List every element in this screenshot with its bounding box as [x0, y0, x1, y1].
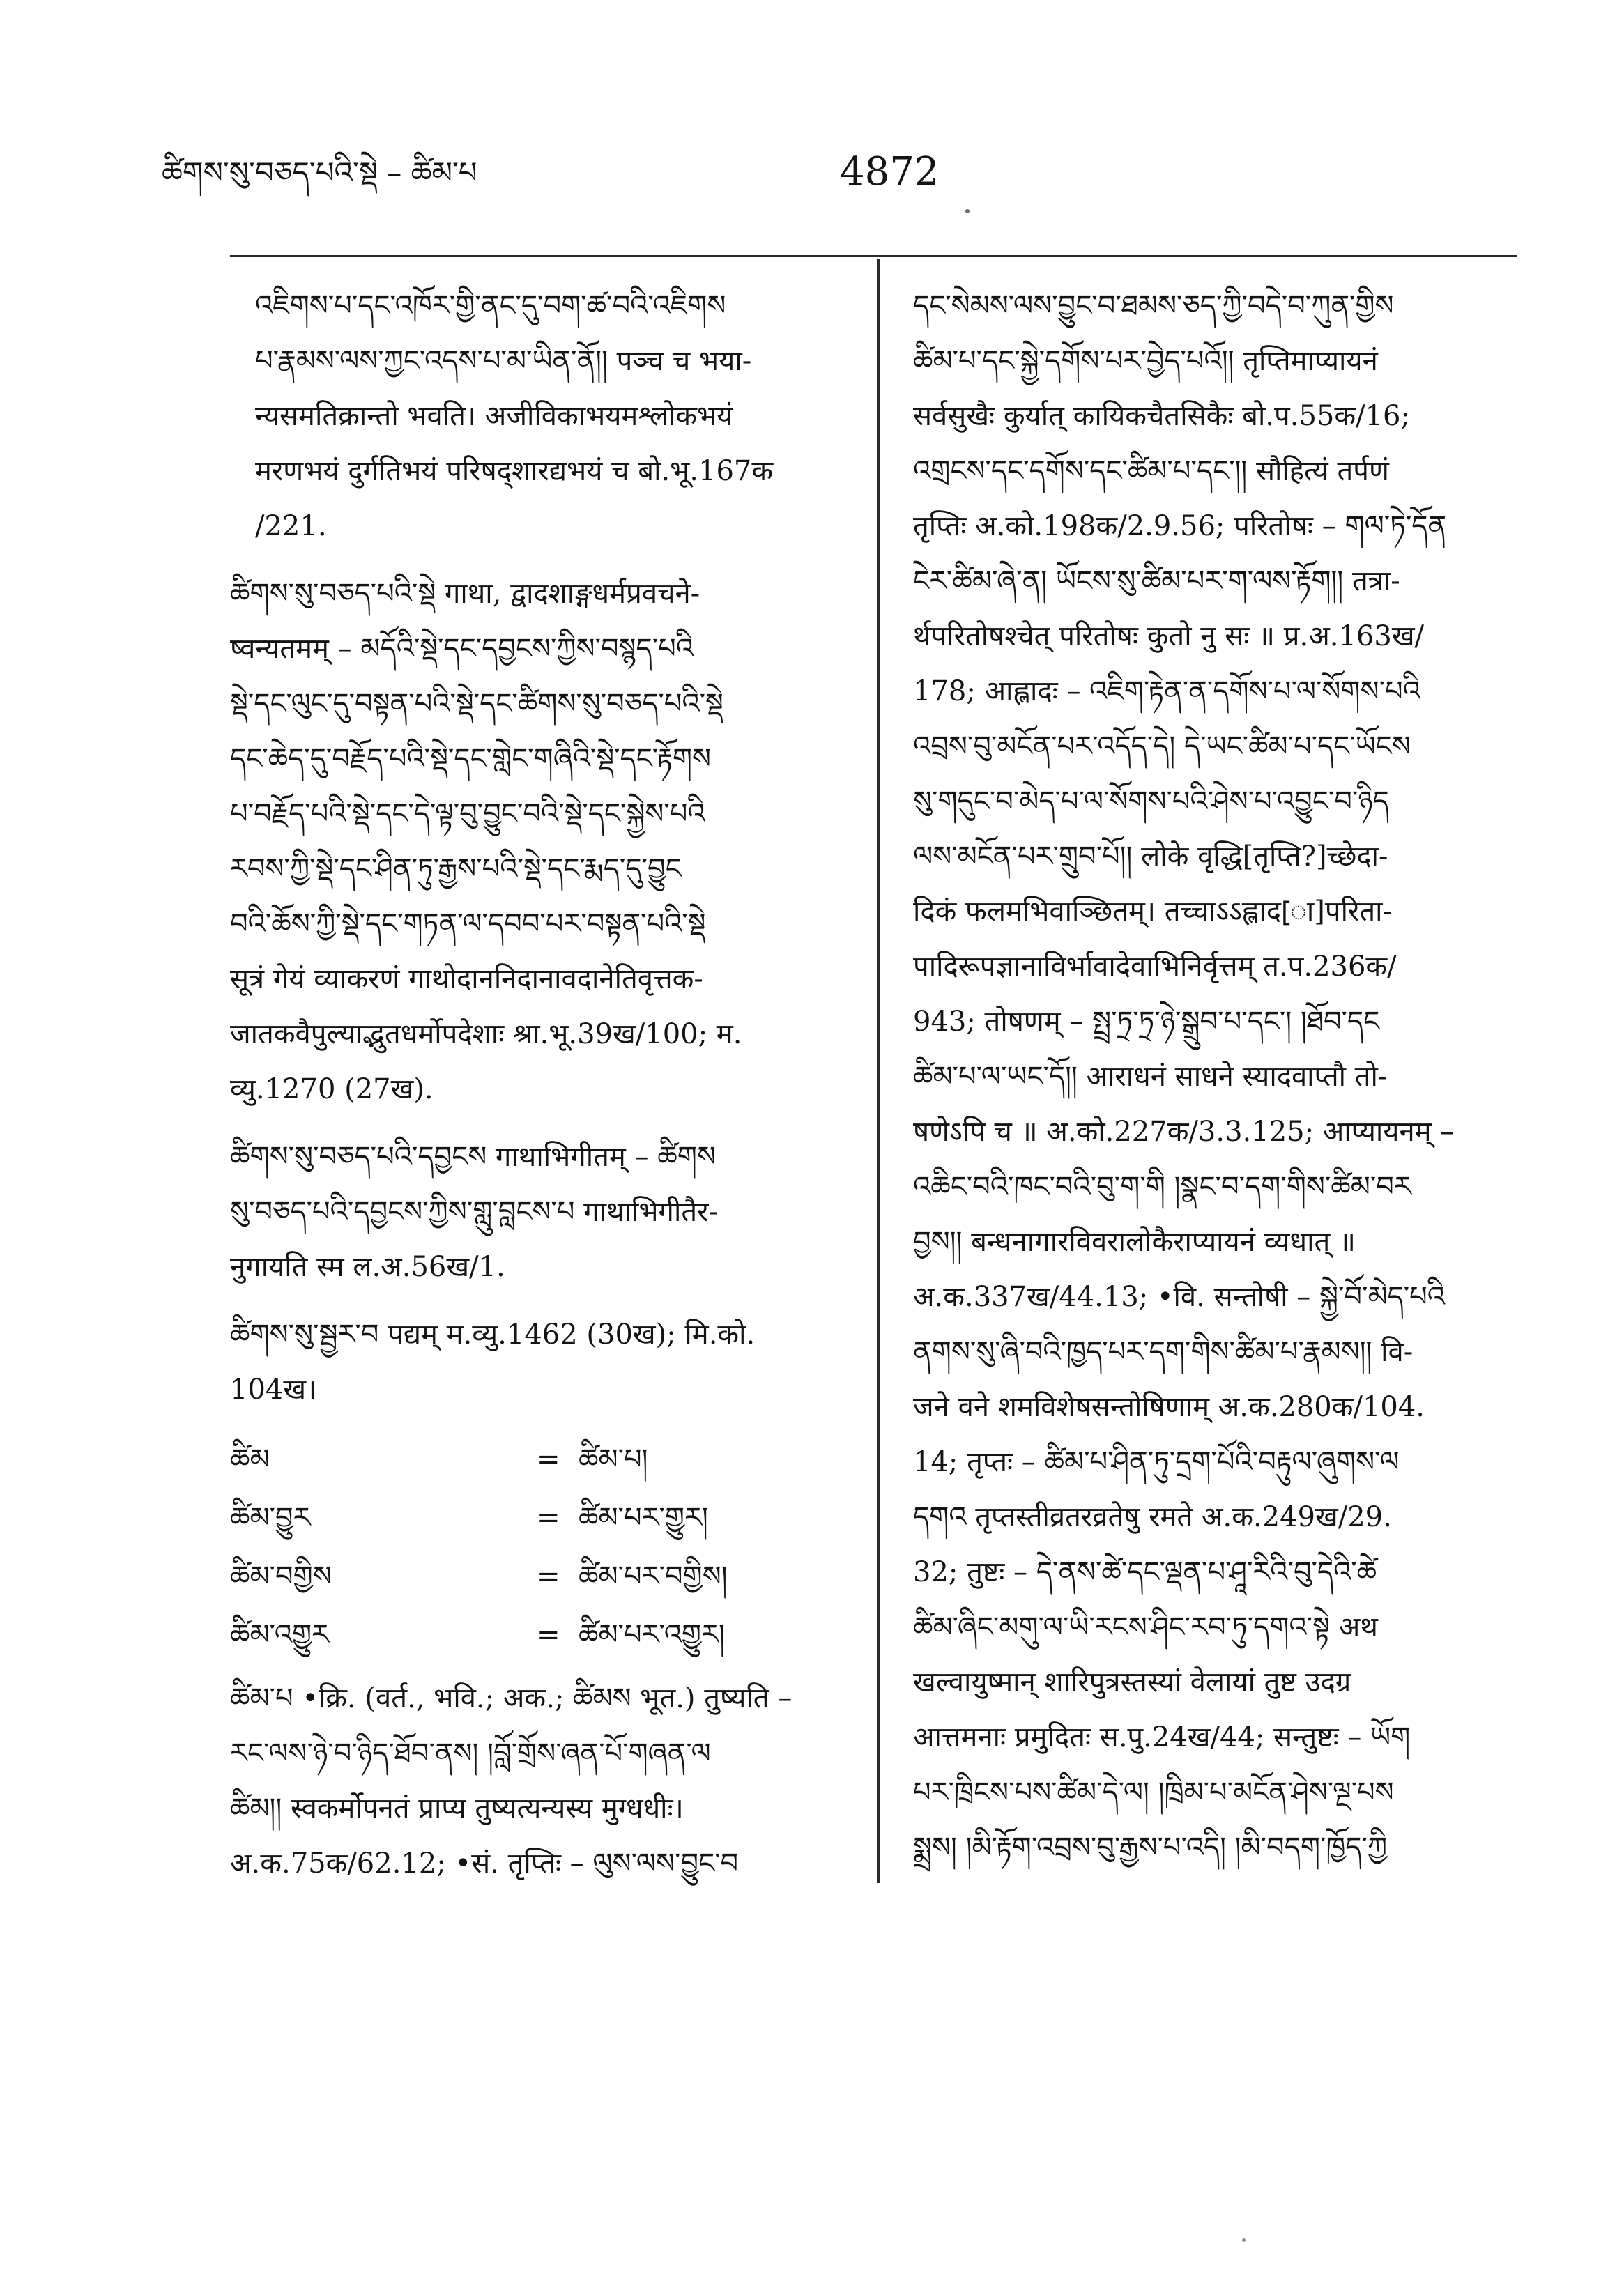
entry-line: मरणभयं दुर्गतिभयं परिषद्शारद्यभयं च बो.भू.167क: [255, 455, 774, 487]
entry-tshim-pa: [230, 1671, 857, 1891]
entry-headword-line: ཚིམ་པ •क्रि. (वर्त., भवि.; अक.; ཚིམས भूत.) तुष्यति –: [230, 1682, 792, 1714]
xref-term: ཚིམ་བགྱིས: [230, 1560, 332, 1592]
entry-line: र्थपरितोषश्चेत् परितोषः कुतो नु सः ॥ प्र.अ.163ख/: [913, 620, 1425, 652]
entry-headword-line: ཚིགས་སུ་སྦྱར་བ पद्यम् म.व्यु.1462 (30ख); मि.को.: [230, 1319, 756, 1351]
entry-continuation: [913, 279, 1526, 1875]
entry-line: 32; तुष्टः – དེ་ནས་ཚེ་དང་ལྡན་པ་ཤཱ་རིའི་བུ་དེའི་ཚེ: [913, 1556, 1377, 1588]
cross-reference-list: [230, 1430, 857, 1664]
entry-line: རང་ལས་ཉེ་བ་ཉིད་ཐོབ་ནས། །བློ་གྲོས་ཞན་པོ་གཞན་ལ: [230, 1737, 711, 1769]
entry-padyam: [230, 1307, 857, 1418]
entry-line: अ.क.337ख/44.13; •वि. सन्तोषी – སྐྱེ་བོ་མེད་པའི: [913, 1281, 1445, 1313]
entry-line: आत्तमनाः प्रमुदितः स.पु.24ख/44; सन्तुष्टः – ཡོག: [913, 1721, 1411, 1753]
entry-continuation: [230, 279, 857, 554]
entry-line: न्यसमतिक्रान्तो भवति। अजीविकाभयमश्लोकभयं: [255, 400, 733, 432]
entry-line: ལས་མངོན་པར་གྲུབ་པོ།། लोके वृद्धि[तृप्ति?]च्छेदा-: [913, 840, 1388, 873]
entry-line: སུ་བཅད་པའི་དབྱངས་ཀྱིས་གླུ་བླངས་པ गाथाभिगीतैर-: [230, 1196, 718, 1228]
xref-target: ཚིམ་པར་གྱུར།: [579, 1502, 708, 1534]
entry-line: जने वने शमविशेषसन्तोषिणाम् अ.क.280क/104.: [913, 1391, 1425, 1423]
entry-line: 104ख।: [230, 1374, 317, 1406]
entry-line: 14; तृप्तः – ཚིམ་པ་ཤིན་ཏུ་དྲག་པོའི་བརྟུལ་ཞུགས་ལ: [913, 1446, 1400, 1478]
xref-term: ཚིམ་འགྱུར: [230, 1619, 330, 1651]
entry-line: अ.क.75क/62.12; •सं. तृप्तिः – ལུས་ལས་བྱུང་བ: [230, 1848, 739, 1880]
xref-equals: =: [537, 1502, 560, 1534]
entry-line: सूत्रं गेयं व्याकरणं गाथोदाननिदानावदानेतिवृत्तक-: [230, 963, 703, 995]
xref-term: ཚིམ་བྱུར: [230, 1502, 311, 1534]
xref-target: ཚིམ་པར་འགྱུར།: [579, 1619, 725, 1651]
entry-line: འབྲས་བུ་མངོན་པར་འདོད་དེ། དེ་ཡང་ཚིམ་པ་དང་ཡོངས: [913, 730, 1411, 762]
entry-line: जातकवैपुल्याद्भुतधर्मोपदेशाः श्रा.भू.39ख/100; म.: [230, 1018, 742, 1050]
entry-line: བྱས།། बन्धनागारविवरालोकैराप्यायनं व्यधात् ॥: [913, 1226, 1356, 1258]
entry-line: ངེར་ཚིམ་ཞེ་ན། ཡོངས་སུ་ཚིམ་པར་ག་ལས་རྟོག།། तत्रा-: [913, 565, 1400, 597]
column-divider: [877, 259, 880, 1883]
right-column: [913, 279, 1526, 1888]
entry-line: སུ་གདུང་བ་མེད་པ་ལ་སོགས་པའི་ཤེས་པ་འབྱུང་བ་ཉིད: [913, 785, 1389, 817]
entry-line: ཚིམ་པ་དང་སྐྱེ་དགོས་པར་བྱེད་པའོ།། तृप्तिमाप्यायनं: [913, 345, 1378, 377]
entry-line: སྡེ་དང་ལུང་དུ་བསྟན་པའི་སྡེ་དང་ཚིགས་སུ་བཅད་པའི་སྡེ: [230, 688, 723, 720]
entry-line: नुगायति स्म ल.अ.56ख/1.: [230, 1251, 505, 1283]
entry-line: དང་ཆེད་དུ་བརྗོད་པའི་སྡེ་དང་གླེང་གཞིའི་སྡེ་དང་རྟོགས: [230, 743, 712, 775]
header-rule: [230, 255, 1517, 257]
entry-headword-line: ཚིགས་སུ་བཅད་པའི་སྡེ गाथा, द्वादशाङ्गधर्मप्रवचने-: [230, 578, 700, 610]
entry-headword-line: ཚིགས་སུ་བཅད་པའི་དབྱངས गाथाभिगीतम् – ཚིགས: [230, 1141, 716, 1173]
entry-gatha: [230, 567, 857, 1117]
entry-line: པ་བརྗོད་པའི་སྡེ་དང་དེ་ལྟ་བུ་བྱུང་བའི་སྡེ་དང་སྐྱེས་པའི: [230, 798, 705, 830]
entry-line: दिकं फलमभिवाञ्छितम्। तच्चाऽऽह्लाद[ा]परिता-: [913, 896, 1392, 928]
entry-line: རབས་ཀྱི་སྡེ་དང་ཤིན་ཏུ་རྒྱས་པའི་སྡེ་དང་རྨད་དུ་བྱུང: [230, 853, 682, 885]
cross-reference-row: [230, 1547, 857, 1606]
page-number: 4872: [840, 149, 940, 194]
entry-line: འགྲངས་དང་དགོས་དང་ཚིམ་པ་དང་།། सौहित्यं तर्पणं: [913, 455, 1389, 487]
speck-mark: [1242, 2238, 1246, 2242]
entry-line: བའི་ཆོས་ཀྱི་སྡེ་དང་གཏན་ལ་དབབ་པར་བསྟན་པའི་སྡེ: [230, 908, 706, 940]
entry-line: པ་རྣམས་ལས་ཀྱང་འདས་པ་མ་ཡིན་ནོ།། पञ्च च भया-: [255, 345, 752, 377]
xref-target: ཚིམ་པ།: [579, 1443, 648, 1475]
entry-line: 178; आह्लादः – འཇིག་རྟེན་ན་དགོས་པ་ལ་སོགས་པའི: [913, 675, 1420, 707]
running-head: ཚིགས་སུ་བཅད་པའི་སྡེ – ཚིམ་པ: [162, 155, 477, 190]
xref-target: ཚིམ་པར་བགྱིས།: [579, 1560, 728, 1592]
left-column: [230, 279, 857, 1904]
entry-line: पादिरूपज्ञानाविर्भावादेवाभिनिर्वृत्तम् त.प.236क/: [913, 951, 1397, 983]
entry-line: /221.: [255, 510, 327, 542]
entry-line: སྨྲས། །མི་རྟོག་འབྲས་བུ་རྒྱས་པ་འདི། །མི་བདག་ཁྱོད་ཀྱི: [913, 1831, 1388, 1864]
entry-line: तृप्तिः अ.को.198क/2.9.56; परितोषः – གལ་ཏེ་དོན: [913, 510, 1447, 542]
entry-line: ཚིམ།། स्वकर्मोपनतं प्राप्य तुष्यत्यन्यस्य मुग्धधीः।: [230, 1792, 684, 1825]
entry-line: དང་སེམས་ལས་བྱུང་བ་ཐམས་ཅད་ཀྱི་བདེ་བ་ཀུན་གྱིས: [913, 290, 1394, 322]
entry-line: འཆིང་བའི་ཁང་བའི་བུ་ག་གི །སྣང་བ་དག་གིས་ཚིམ་བར: [913, 1171, 1411, 1203]
entry-line: ष्वन्यतमम् – མདོའི་སྡེ་དང་དབྱངས་ཀྱིས་བསྙད་པའི: [230, 633, 694, 665]
entry-line: འཇིགས་པ་དང་འཁོར་གྱི་ནང་དུ་བག་ཚ་བའི་འཇིགས: [255, 290, 726, 322]
xref-equals: =: [537, 1443, 560, 1475]
entry-line: ཚིམ་ཞིང་མགུ་ལ་ཡི་རངས་ཤིང་རབ་ཏུ་དགའ་སྟེ अथ: [913, 1611, 1378, 1643]
cross-reference-row: [230, 1489, 857, 1547]
entry-line: པར་ཁྲིངས་པས་ཚིམ་དེ་ལ། །ཁྲིམ་པ་མངོན་ཤེས་ལྔ་པས: [913, 1776, 1394, 1808]
entry-line: 943; तोषणम् – སྤྲ་ཏྲ་ཏྲ་ཉེ་སྒྲུབ་པ་དང་། །ཐོབ་དང: [913, 1006, 1380, 1038]
xref-term: ཚིམ: [230, 1443, 270, 1475]
xref-equals: =: [537, 1619, 560, 1651]
entry-line: षणेऽपि च ॥ अ.को.227क/3.3.125; आप्यायनम् –: [913, 1116, 1455, 1148]
cross-reference-row: [230, 1606, 857, 1664]
entry-line: ནགས་སུ་ཞི་བའི་ཁྱད་པར་དག་གིས་ཚིམ་པ་རྣམས།། वि-: [913, 1336, 1414, 1368]
cross-reference-row: [230, 1430, 857, 1489]
entry-line: खल्वायुष्मान् शारिपुत्रस्तस्यां वेलायां तुष्ट उदग्र: [913, 1666, 1351, 1698]
entry-line: དགའ तृप्तस्तीव्रतरव्रतेषु रमते अ.क.249ख/29.: [913, 1501, 1392, 1533]
entry-line: सर्वसुखैः कुर्यात् कायिकचैतसिकैः बो.प.55क/16;: [913, 400, 1410, 432]
speck-mark: [965, 209, 970, 213]
entry-line: ཚིམ་པ་ལ་ཡང་དོ།། आराधनं साधने स्यादवाप्तौ तो-: [913, 1061, 1388, 1093]
entry-gathabhigitam: [230, 1130, 857, 1295]
entry-line: व्यु.1270 (27ख).: [230, 1073, 434, 1105]
xref-equals: =: [537, 1560, 560, 1592]
